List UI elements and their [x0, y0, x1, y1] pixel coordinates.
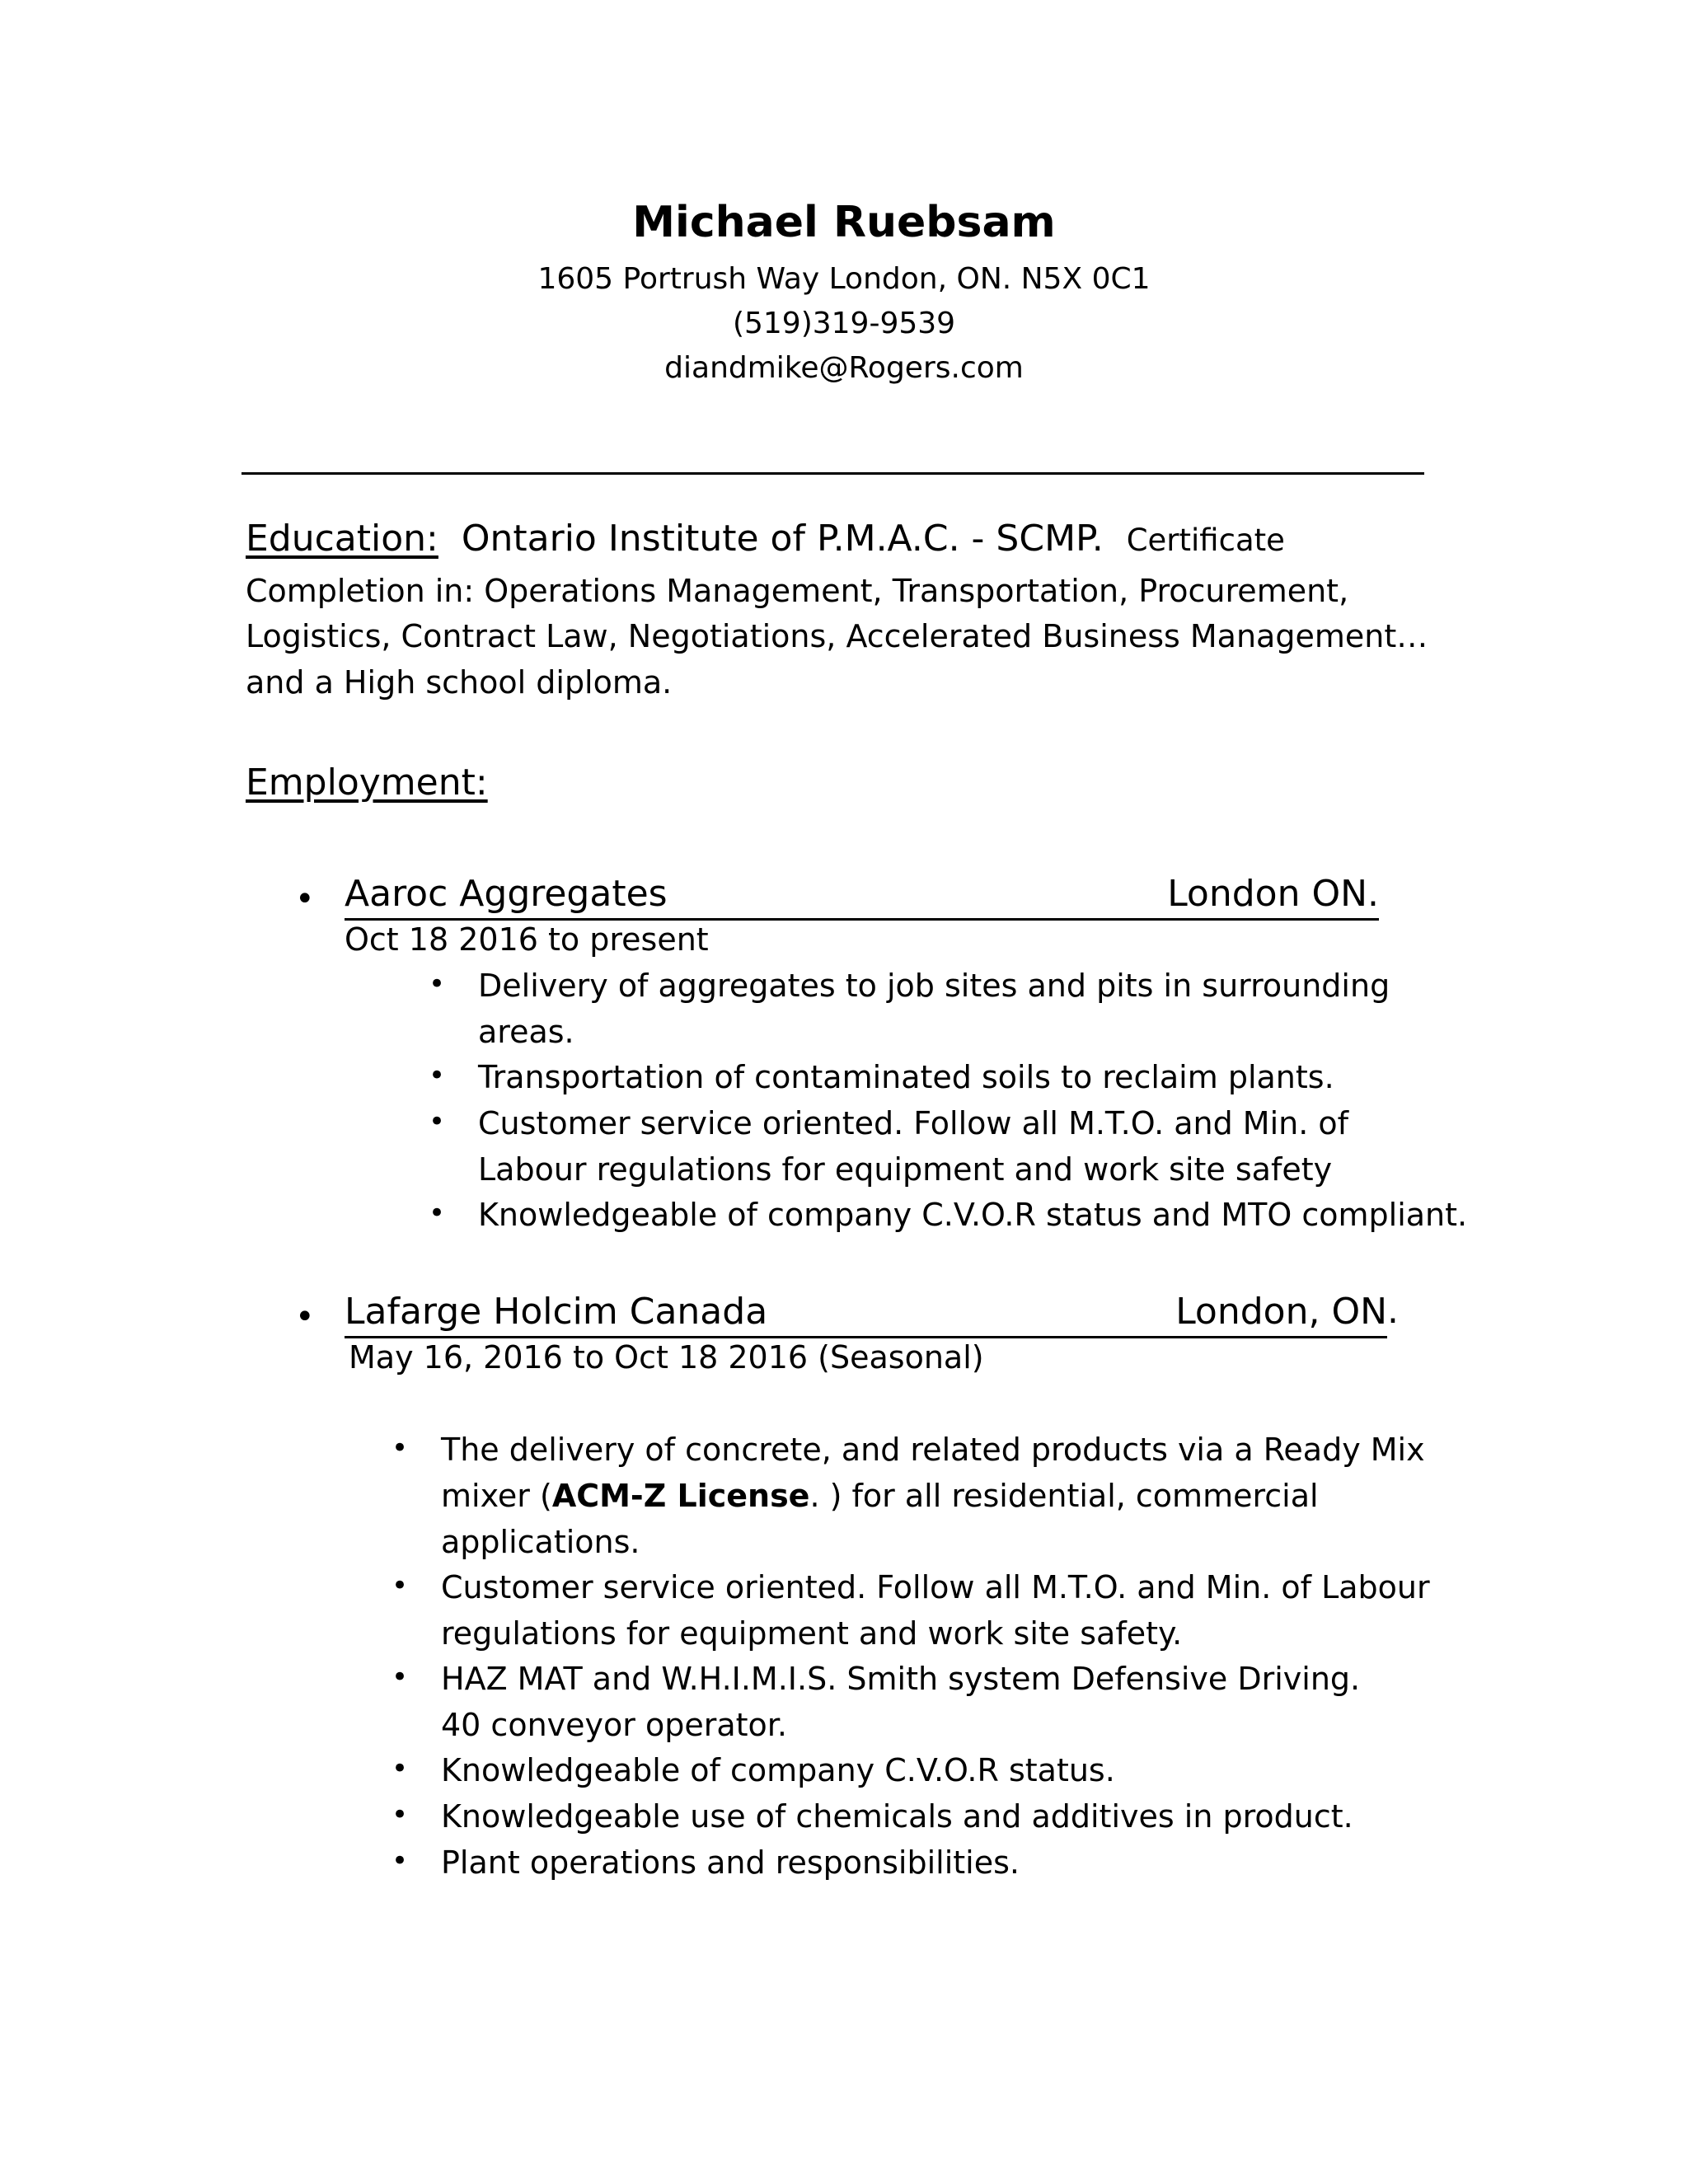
duty-text: Customer service oriented. Follow all M.T.O. and Min. of: [478, 1105, 1349, 1141]
duty-text: Plant operations and responsibilities.: [441, 1844, 1020, 1881]
duty-text: Customer service oriented. Follow all M.T.O. and Min. of Labour: [441, 1569, 1430, 1605]
duty-text: applications.: [441, 1524, 640, 1560]
job-location-suffix: .: [1387, 1290, 1399, 1332]
duty-bullet: •: [429, 1197, 446, 1230]
duty-text-pre: mixer (: [441, 1478, 552, 1514]
duty-text-license: [441, 1473, 1319, 1519]
duty-bullet: •: [429, 1059, 446, 1092]
education-detail-line: Logistics, Contract Law, Negotiations, Accelerated Business Management…: [246, 618, 1428, 654]
duty-text-post: . ) for all residential, commercial: [809, 1478, 1319, 1514]
education-institute: Ontario Institute of P.M.A.C. - SCMP.: [461, 518, 1104, 560]
job-title-line: [345, 867, 1379, 921]
job-company: Aaroc Aggregates: [345, 873, 668, 915]
education-certificate: Certificate: [1126, 523, 1285, 558]
duty-text: The delivery of concrete, and related products via a Ready Mix: [441, 1432, 1425, 1468]
duty-text: HAZ MAT and W.H.I.M.I.S. Smith system Defensive Driving.: [441, 1661, 1361, 1697]
address: 1605 Portrush Way London, ON. N5X 0C1: [537, 262, 1151, 296]
education-heading: Education:: [246, 518, 438, 560]
education-detail-line: and a High school diploma.: [246, 664, 673, 701]
resume-name: Michael Ruebsam: [632, 198, 1056, 247]
duty-text: Knowledgeable use of chemicals and additives in product.: [441, 1798, 1353, 1835]
employment-heading: Employment:: [246, 762, 488, 804]
duty-text: Knowledgeable of company C.V.O.R status and MTO compliant.: [478, 1197, 1468, 1233]
duty-bullet: •: [429, 968, 446, 1001]
job-dates: Oct 18 2016 to present: [345, 921, 709, 958]
duty-bullet: •: [392, 1569, 409, 1602]
duty-text: Knowledgeable of company C.V.O.R status.: [441, 1752, 1115, 1788]
job-location: London, ON: [1175, 1291, 1387, 1333]
education-detail-line: Completion in: Operations Management, Transportation, Procurement,: [246, 573, 1349, 609]
duty-text: Transportation of contaminated soils to reclaim plants.: [478, 1059, 1334, 1095]
phone: (519)319-9539: [732, 307, 956, 340]
job-dates: May 16, 2016 to Oct 18 2016 (Seasonal): [349, 1339, 984, 1376]
duty-bullet: •: [392, 1752, 409, 1785]
job-bullet: •: [295, 880, 315, 918]
duty-bullet: •: [392, 1432, 409, 1465]
duty-text: Labour regulations for equipment and work site safety: [478, 1151, 1333, 1188]
duty-text: regulations for equipment and work site safety.: [441, 1615, 1183, 1652]
email: diandmike@Rogers.com: [664, 351, 1024, 385]
education-line: [246, 518, 1285, 560]
job-bullet: •: [295, 1298, 315, 1336]
duty-bullet: •: [392, 1798, 409, 1831]
job-company: Lafarge Holcim Canada: [345, 1291, 768, 1333]
duty-text: Delivery of aggregates to job sites and pits in surrounding: [478, 968, 1390, 1004]
header-divider: [241, 472, 1424, 475]
job-location: London ON.: [1167, 873, 1379, 915]
job-title-line: [345, 1285, 1387, 1338]
duty-text: areas.: [478, 1014, 574, 1050]
duty-bullet: •: [429, 1105, 446, 1138]
license-bold: ACM-Z License: [551, 1478, 810, 1514]
duty-text: 40 conveyor operator.: [441, 1707, 787, 1743]
duty-bullet: •: [392, 1844, 409, 1877]
duty-bullet: •: [392, 1661, 409, 1694]
